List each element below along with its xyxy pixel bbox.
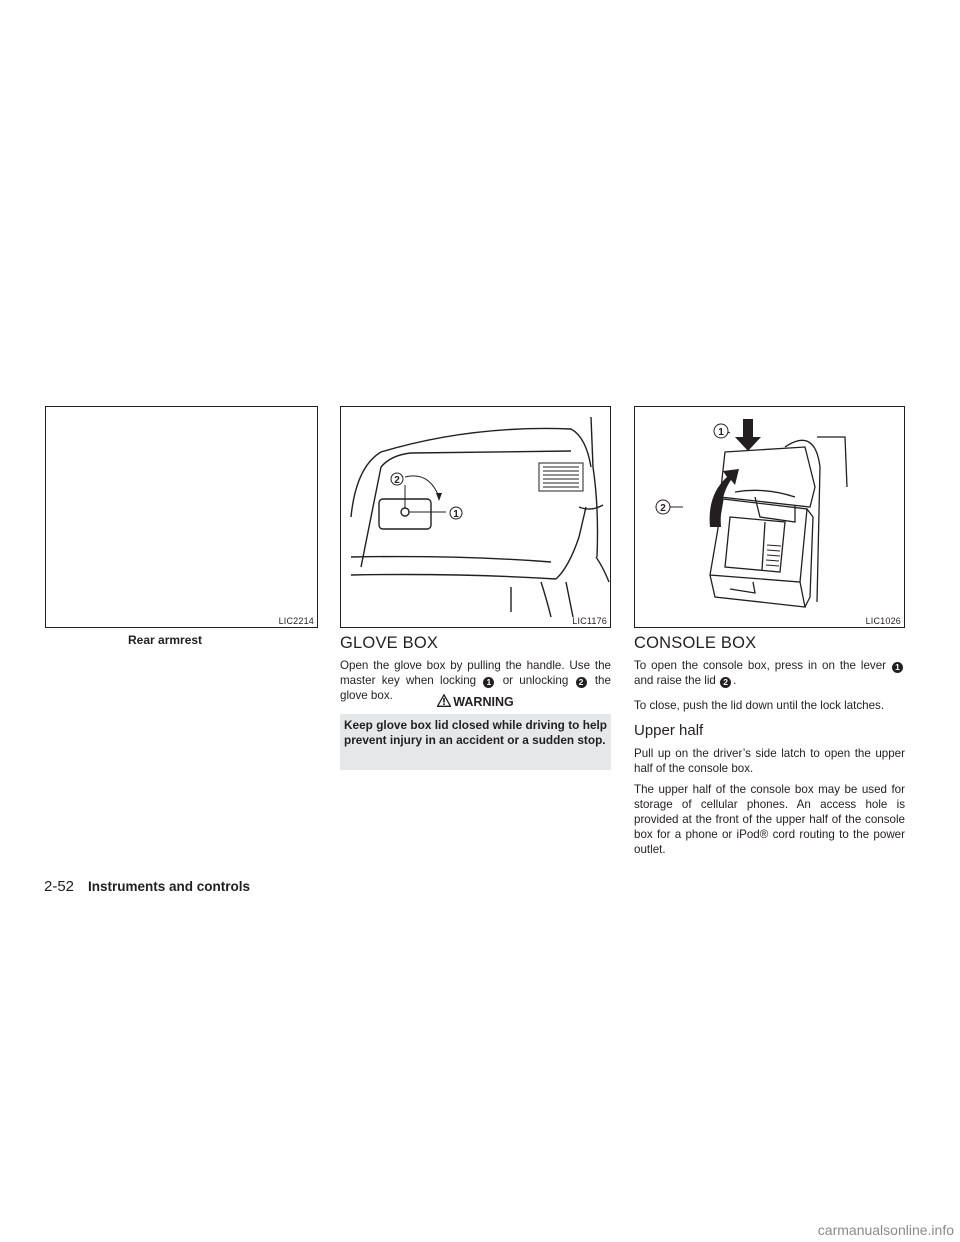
callout-2-badge: 2: [576, 677, 587, 688]
section-title: Instruments and controls: [88, 879, 251, 894]
warning-text: Keep glove box lid closed while driving to help prevent injury in an accident or a sudden stop.: [344, 718, 607, 747]
glove-box-heading: GLOVE BOX: [340, 634, 439, 652]
callout-2-badge: 2: [720, 677, 731, 688]
upper-half-heading: Upper half: [634, 722, 704, 739]
page-number: 2-52: [44, 878, 75, 895]
glove-box-paragraph: Open the glove box by pulling the handle. Use the master key when locking 1 or unlocking 2 the glove box.: [340, 659, 611, 702]
console-box-paragraph-2: To close, push the lid down until the lock latches.: [634, 699, 885, 712]
callout-1: 1: [453, 509, 459, 520]
callout-1: 1: [718, 427, 724, 438]
rear-armrest-figure: [45, 406, 318, 628]
console-box-paragraph-1: To open the console box, press in on the lever 1 and raise the lid 2 .: [634, 658, 905, 688]
callout-1-badge: 1: [483, 677, 494, 688]
upper-half-paragraph-1: Pull up on the driver’s side latch to open the upper half of the console box.: [634, 747, 905, 775]
warning-label: WARNING: [453, 695, 514, 709]
callout-2: 2: [660, 503, 666, 514]
warning-icon: [437, 694, 451, 707]
upper-half-paragraph-2: The upper half of the console box may be used for storage of cellular phones. An access hole is provided at the front of the upper half of the console box for a phone or iPod® cord routing to the power outlet.: [634, 783, 905, 856]
console-box-figure: [634, 406, 905, 628]
console-box-illustration: [635, 407, 905, 628]
callout-2: 2: [394, 475, 400, 486]
warning-header: [340, 694, 611, 709]
callout-1-badge: 1: [892, 662, 903, 673]
figure-code: LIC1026: [865, 616, 901, 626]
glove-box-illustration: [341, 407, 611, 628]
figure-code: LIC1176: [572, 616, 607, 626]
figure-code: LIC2214: [278, 616, 314, 626]
console-box-heading: CONSOLE BOX: [634, 634, 757, 652]
watermark: carmanualsonline.info: [817, 1222, 954, 1238]
glove-box-figure: [340, 406, 611, 628]
rear-armrest-caption: Rear armrest: [128, 633, 203, 647]
